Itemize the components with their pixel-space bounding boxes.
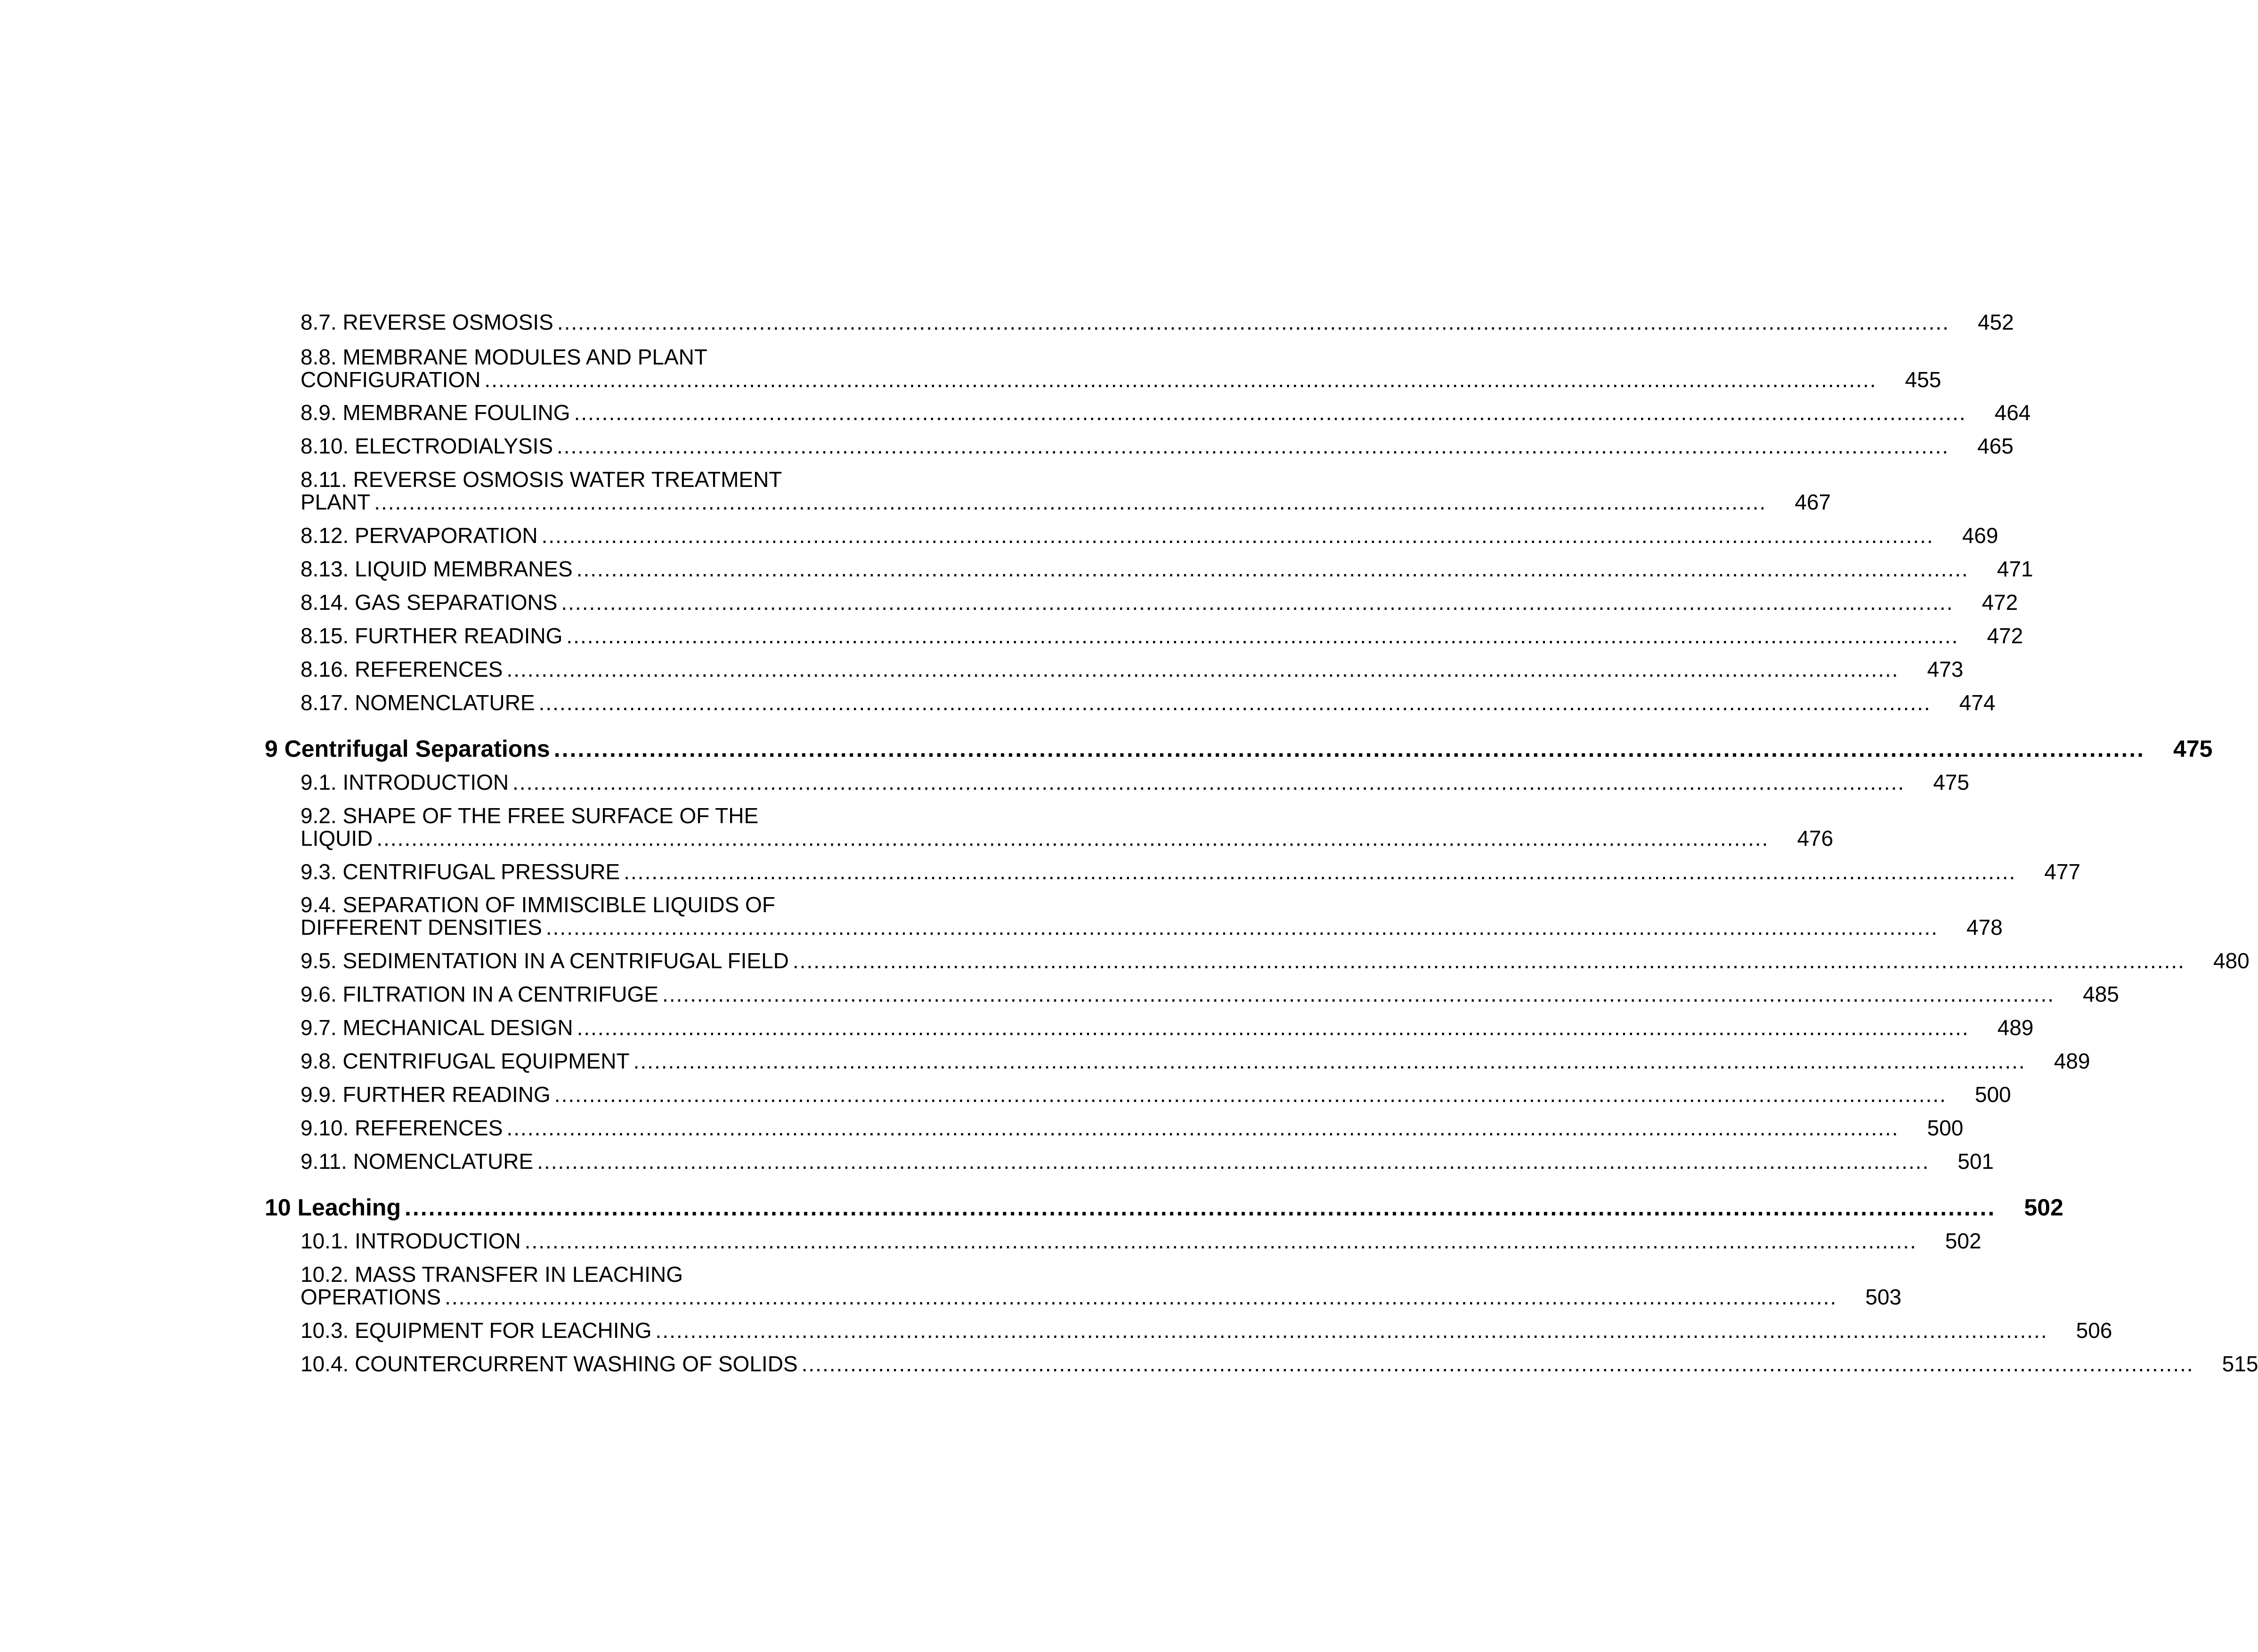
toc-entry[interactable] [301, 859, 2081, 884]
toc-entry-title-wrap [301, 658, 1899, 680]
toc-entry-title: 8.14. GAS SEPARATIONS [301, 590, 558, 615]
toc-entry-page: 500 [1974, 1082, 2011, 1107]
dot-leader [445, 1286, 1837, 1308]
toc-entry-title-wrap [301, 1016, 1969, 1039]
toc-entry[interactable] [301, 523, 1998, 548]
toc-entry-title-wrap [301, 346, 1877, 391]
toc-entry[interactable] [301, 892, 2003, 939]
toc-entry[interactable] [301, 690, 1996, 715]
toc-entry-title-wrap [301, 771, 1905, 794]
dot-leader [546, 916, 1938, 939]
toc-entry-page: 476 [1797, 826, 1834, 850]
toc-entry[interactable] [301, 1149, 1994, 1174]
toc-entry-title: 8.7. REVERSE OSMOSIS [301, 310, 553, 334]
toc-entry-title: 8.15. FURTHER READING [301, 624, 563, 648]
toc-entry-page: 500 [1927, 1116, 1964, 1140]
dot-leader [484, 368, 1876, 391]
toc-entry-page: 472 [1987, 624, 2023, 648]
toc-entry[interactable] [301, 1262, 1902, 1309]
toc-entry-title-wrap [301, 1050, 2026, 1072]
toc-entry[interactable] [301, 803, 1834, 850]
toc-entry-title-wrap [301, 524, 1934, 547]
toc-entry-title-wrap [301, 860, 2016, 883]
toc-entry-title-lines [301, 346, 1877, 391]
toc-entry-page: 474 [1959, 690, 1996, 715]
toc-entry-title: 10.4. COUNTERCURRENT WASHING OF SOLIDS [301, 1352, 798, 1376]
toc-entry[interactable] [301, 770, 1969, 794]
toc-entry-title: 9.9. FURTHER READING [301, 1082, 551, 1107]
toc-entry-title-wrap [301, 1319, 2048, 1342]
toc-entry-title-line1: 9.2. SHAPE OF THE FREE SURFACE OF THE [301, 803, 759, 828]
toc-entry-page: 477 [2044, 859, 2081, 884]
toc-chapter-entry[interactable] [265, 736, 2213, 762]
toc-entry-title-wrap [301, 558, 1969, 580]
toc-entry-title-wrap [265, 1196, 1996, 1219]
toc-entry-page: 473 [1927, 657, 1964, 681]
dot-leader [554, 737, 2145, 760]
dot-leader [793, 949, 2185, 972]
dot-leader [405, 1196, 1996, 1219]
toc-entry-page: 515 [2222, 1352, 2258, 1376]
toc-entry-title: 10.1. INTRODUCTION [301, 1229, 521, 1253]
dot-leader [525, 1230, 1917, 1252]
toc-chapter-entry[interactable] [265, 1194, 2063, 1221]
toc-entry-title: 10.3. EQUIPMENT FOR LEACHING [301, 1318, 652, 1343]
toc-entry-title-last [301, 827, 1769, 850]
toc-entry-title-last [301, 916, 1938, 939]
dot-leader [512, 771, 1905, 794]
toc-entry-page: 465 [1977, 434, 2014, 458]
toc-entry-title: 9.7. MECHANICAL DESIGN [301, 1015, 573, 1040]
toc-entry-page: 485 [2083, 982, 2119, 1006]
toc-entry-title-line1: 8.11. REVERSE OSMOSIS WATER TREATMENT [301, 467, 782, 492]
toc-entry[interactable] [301, 400, 2031, 425]
toc-entry-title: 8.9. MEMBRANE FOULING [301, 400, 570, 425]
toc-entry-title: 8.10. ELECTRODIALYSIS [301, 434, 553, 458]
toc-entry[interactable] [301, 982, 2119, 1006]
toc-entry-page: 475 [1933, 770, 1969, 794]
dot-leader [566, 624, 1958, 647]
toc-entry-title: 8.12. PERVAPORATION [301, 523, 538, 548]
toc-chapter-title: 10 Leaching [265, 1194, 401, 1221]
toc-entry-page: 502 [1945, 1229, 1982, 1253]
toc-entry[interactable] [301, 434, 2014, 458]
toc-entry[interactable] [301, 1318, 2112, 1343]
toc-entry-title-last [301, 1286, 1837, 1308]
dot-leader [577, 1016, 1969, 1039]
toc-entry-page: 471 [1997, 557, 2033, 581]
toc-entry-title-line2: DIFFERENT DENSITIES [301, 915, 542, 939]
toc-chapter-page: 502 [2024, 1194, 2063, 1221]
toc-entry-page: 455 [1905, 367, 1941, 392]
toc-entry[interactable] [301, 467, 1831, 514]
toc-entry[interactable] [301, 557, 2033, 581]
dot-leader [542, 524, 1934, 547]
toc-entry-title-line2: CONFIGURATION [301, 367, 481, 392]
toc-entry[interactable] [301, 345, 1941, 392]
toc-entry-title: 9.10. REFERENCES [301, 1116, 503, 1140]
toc-entry-title-wrap [301, 983, 2055, 1005]
toc-entry-page: 478 [1966, 915, 2003, 939]
toc-entry-title: 9.5. SEDIMENTATION IN A CENTRIFUGAL FIELD [301, 948, 789, 973]
toc-entry-title: 9.3. CENTRIFUGAL PRESSURE [301, 859, 620, 884]
toc-entry[interactable] [301, 657, 1964, 681]
toc-chapter-page: 475 [2173, 736, 2213, 762]
toc-entry-title-lines [301, 893, 1938, 939]
toc-entry-title-line2: PLANT [301, 490, 371, 514]
toc-entry[interactable] [301, 948, 2250, 973]
dot-leader [561, 591, 1953, 614]
toc-entry-title-wrap [301, 401, 1966, 424]
toc-entry[interactable] [301, 624, 2023, 648]
toc-entry-title-wrap [301, 893, 1938, 939]
toc-entry-page: 506 [2076, 1318, 2112, 1343]
toc-entry-title: 9.6. FILTRATION IN A CENTRIFUGE [301, 982, 658, 1006]
toc-entry-title-wrap [301, 624, 1958, 647]
dot-leader [506, 658, 1899, 680]
toc-entry-title-wrap [301, 591, 1953, 614]
dot-leader [537, 1150, 1929, 1173]
toc-entry-page: 472 [1982, 590, 2018, 615]
toc-entry-title-lines [301, 1263, 1837, 1308]
toc-entry-title-wrap [265, 737, 2145, 760]
toc-entry[interactable] [301, 1229, 1982, 1253]
toc-entry-title-wrap [301, 804, 1769, 850]
toc-entry-title-last [301, 491, 1766, 513]
toc-entry-page: 467 [1795, 490, 1831, 514]
dot-leader [374, 491, 1766, 513]
toc-entry-title: 9.8. CENTRIFUGAL EQUIPMENT [301, 1049, 630, 1073]
toc-entry[interactable] [301, 1049, 2090, 1073]
dot-leader [634, 1050, 2026, 1072]
toc-entry-title-wrap [301, 1263, 1837, 1308]
toc-entry-title-wrap [301, 1117, 1899, 1139]
toc-entry-title-line1: 9.4. SEPARATION OF IMMISCIBLE LIQUIDS OF [301, 892, 775, 917]
toc-entry-title-wrap [301, 311, 1949, 333]
toc-entry-title: 8.13. LIQUID MEMBRANES [301, 557, 573, 581]
dot-leader [656, 1319, 2048, 1342]
toc-entry-page: 452 [1977, 310, 2014, 334]
toc-entry-title-line2: OPERATIONS [301, 1285, 441, 1309]
toc-entry[interactable] [301, 590, 2018, 615]
toc-entry-title-lines [301, 804, 1769, 850]
dot-leader [577, 558, 1969, 580]
dot-leader [662, 983, 2055, 1005]
toc-entry-page: 489 [1997, 1015, 2034, 1040]
dot-leader [554, 1083, 1947, 1106]
toc-entry-title: 9.1. INTRODUCTION [301, 770, 509, 794]
toc-entry[interactable] [301, 1082, 2011, 1107]
dot-leader [376, 827, 1769, 850]
toc-entry-page: 469 [1962, 523, 1998, 548]
toc-entry-title: 8.17. NOMENCLATURE [301, 690, 535, 715]
toc-entry-page: 464 [1994, 400, 2031, 425]
toc-entry-title-wrap [301, 1083, 1947, 1106]
toc-entry-title-line2: LIQUID [301, 826, 373, 850]
toc-entry-title-line1: 8.8. MEMBRANE MODULES AND PLANT [301, 345, 707, 369]
toc-entry-page: 480 [2213, 948, 2250, 973]
toc-chapter-title: 9 Centrifugal Separations [265, 736, 550, 762]
toc-entry-title-wrap [301, 1150, 1929, 1173]
toc-entry-title-last [301, 368, 1877, 391]
toc-entry-title-wrap [301, 949, 2185, 972]
dot-leader [574, 401, 1966, 424]
dot-leader [506, 1117, 1899, 1139]
toc-entry-page: 503 [1865, 1285, 1902, 1309]
toc-entry-title-line1: 10.2. MASS TRANSFER IN LEACHING [301, 1262, 683, 1287]
dot-leader [624, 860, 2016, 883]
dot-leader [539, 691, 1931, 714]
dot-leader [557, 435, 1949, 457]
toc-entry-page: 501 [1957, 1149, 1994, 1174]
toc-entry-title: 8.16. REFERENCES [301, 657, 503, 681]
toc-entry-title-wrap [301, 435, 1949, 457]
toc-entry[interactable] [301, 310, 2014, 334]
toc-entry-title: 9.11. NOMENCLATURE [301, 1149, 534, 1174]
dot-leader [557, 311, 1949, 333]
toc-entry-title-wrap [301, 468, 1766, 513]
toc-entry[interactable] [301, 1116, 1964, 1140]
toc-entry[interactable] [301, 1352, 2258, 1376]
toc-entry[interactable] [301, 1015, 2034, 1040]
toc-entry-title-lines [301, 468, 1766, 513]
toc-entry-title-wrap [301, 1352, 2194, 1375]
dot-leader [802, 1352, 2194, 1375]
toc-entry-title-wrap [301, 1230, 1917, 1252]
toc-entry-title-wrap [301, 691, 1931, 714]
toc-entry-page: 489 [2054, 1049, 2090, 1073]
